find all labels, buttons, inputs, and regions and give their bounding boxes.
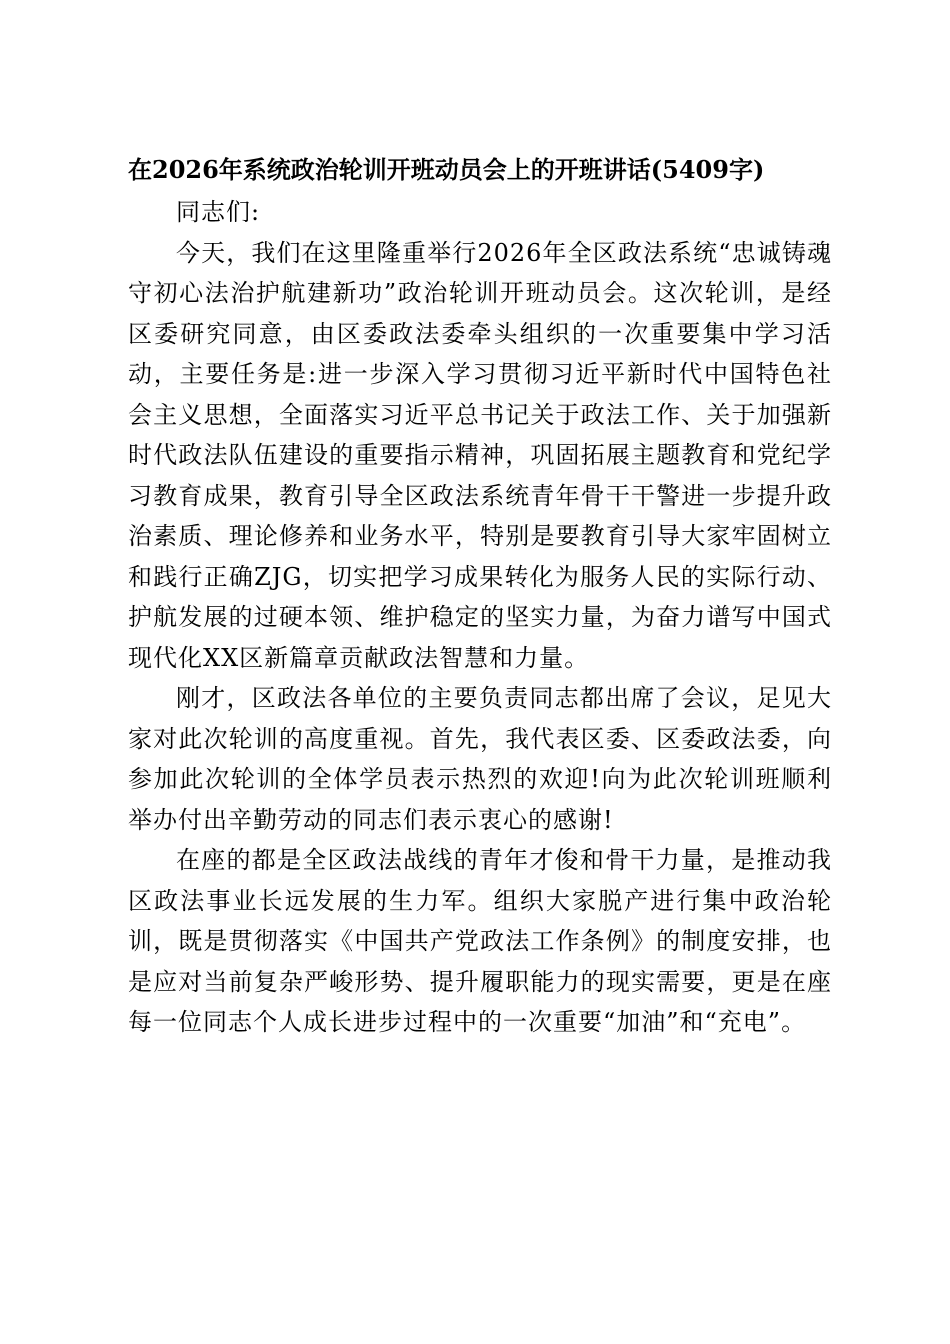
document-title: 在2026年系统政治轮训开班动员会上的开班讲话(5409字) [128,155,765,184]
paragraph-significance: 在座的都是全区政法战线的青年才俊和骨干力量，是推动我区政法事业长远发展的生力军。组织大家脱产进行集中政治轮训，既是贯彻落实《中国共产党政法工作条例》的制度安排，也是应对当前复杂严峻形势、提升履职能力的现实需要，更是在座每一位同志个人成长进步过程中的一次重要“加油”和“充电”。 [128,846,832,1036]
paragraph-welcome: 刚才，区政法各单位的主要负责同志都出席了会议，足见大家对此次轮训的高度重视。首先，我代表区委、区委政法委，向参加此次轮训的全体学员表示热烈的欢迎!向为此次轮训班顺利举办付出辛勤劳动的同志们表示衷心的感谢! [128,684,832,834]
salutation: 同志们: [176,198,261,226]
paragraph-opening: 今天，我们在这里隆重举行2026年全区政法系统“忠诚铸魂守初心法治护航建新功”政治轮训开班动员会。这次轮训，是经区委研究同意，由区委政法委牵头组织的一次重要集中学习活动，主要任务是:进一步深入学习贯彻习近平新时代中国特色社会主义思想，全面落实习近平总书记关于政法工作、关于加强新时代政法队伍建设的重要指示精神，巩固拓展主题教育和党纪学习教育成果，教育引导全区政法系统青年骨干干警进一步提升政治素质、理论修养和业务水平，特别是要教育引导大家牢固树立和践行正确ZJG，切实把学习成果转化为服务人民的实际行动、护航发展的过硬本领、维护稳定的坚实力量，为奋力谱写中国式现代化XX区新篇章贡献政法智慧和力量。 [128,238,832,672]
document-page [128,148,832,1043]
